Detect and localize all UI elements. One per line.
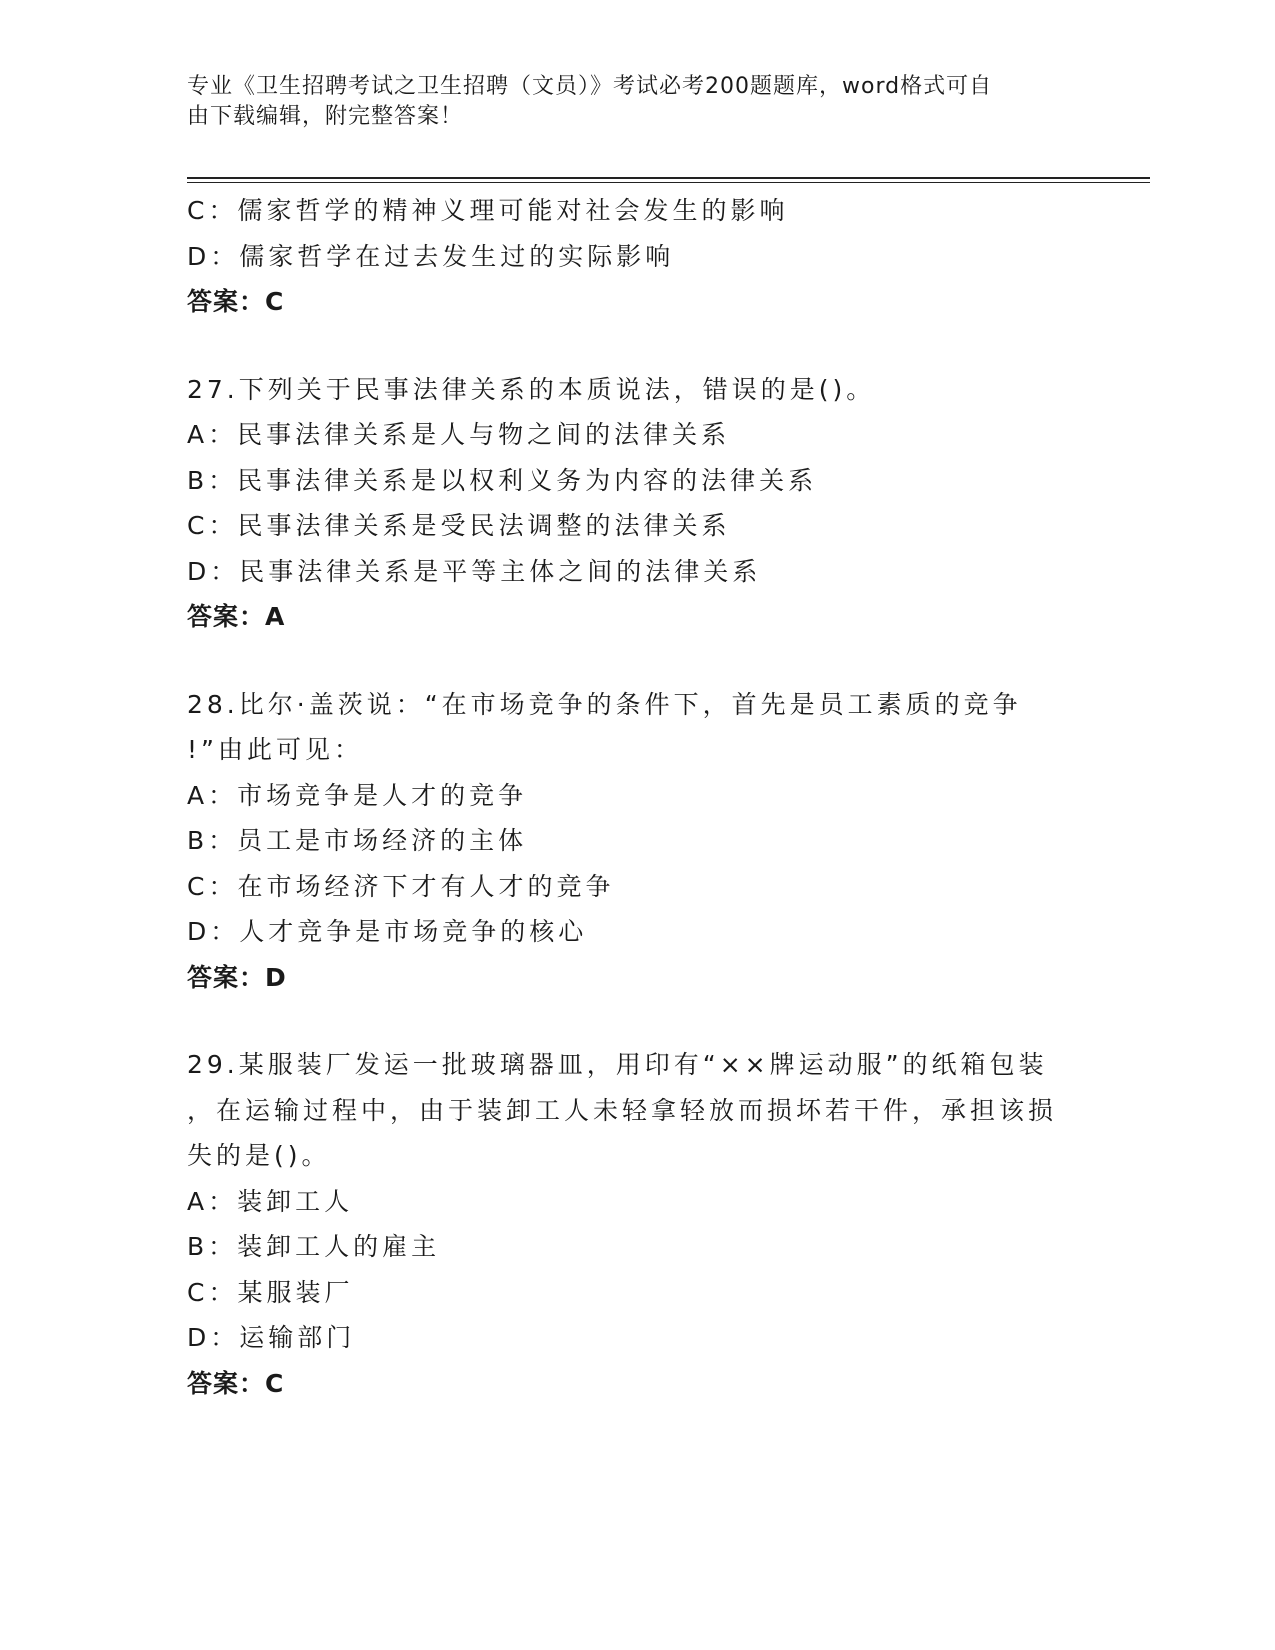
option-d: D：儒家哲学在过去发生过的实际影响 <box>187 241 675 271</box>
question-stem: 失的是()。 <box>187 1141 331 1170</box>
question-29 <box>187 1042 1087 1406</box>
option-d: D：人才竞争是市场竞争的核心 <box>187 917 588 946</box>
option-d: D：民事法律关系是平等主体之间的法律关系 <box>187 556 762 586</box>
header-line-2: 由下载编辑，附完整答案！ <box>187 104 464 129</box>
option-c: C：某服装厂 <box>187 1277 354 1307</box>
option-b: B：员工是市场经济的主体 <box>187 826 528 855</box>
question-stem: 27.下列关于民事法律关系的本质说法，错误的是()。 <box>187 374 876 404</box>
option-a: A：市场竞争是人才的竞争 <box>187 780 528 810</box>
question-stem: ，在运输过程中，由于装卸工人未轻拿轻放而损坏若干件，承担该损 <box>187 1095 1058 1125</box>
question-stem: 29.某服装厂发运一批玻璃器皿，用印有“××牌运动服”的纸箱包装 <box>187 1050 1048 1079</box>
question-28 <box>187 682 1087 1001</box>
option-c: C：在市场经济下才有人才的竞争 <box>187 871 615 901</box>
document-header <box>187 72 1067 132</box>
spacer <box>187 640 1087 682</box>
option-c: C：民事法律关系是受民法调整的法律关系 <box>187 511 731 540</box>
header-divider-thick <box>187 177 1150 179</box>
question-26-continued <box>187 188 1087 325</box>
answer-line: 答案：C <box>187 287 285 316</box>
answer-line: 答案：A <box>187 602 286 631</box>
question-stem: 28.比尔·盖茨说：“在市场竞争的条件下，首先是员工素质的竞争 <box>187 689 1022 719</box>
option-a: A：装卸工人 <box>187 1186 354 1216</box>
answer-line: 答案：D <box>187 962 287 992</box>
question-list <box>187 188 1087 1406</box>
answer-line: 答案：C <box>187 1368 285 1398</box>
option-b: B：装卸工人的雇主 <box>187 1232 441 1261</box>
spacer <box>187 1000 1087 1042</box>
option-c: C：儒家哲学的精神义理可能对社会发生的影响 <box>187 196 789 225</box>
question-stem: !”由此可见： <box>187 735 363 764</box>
option-a: A：民事法律关系是人与物之间的法律关系 <box>187 420 731 449</box>
header-divider-thin <box>187 182 1150 183</box>
option-b: B：民事法律关系是以权利义务为内容的法律关系 <box>187 465 818 495</box>
question-27 <box>187 367 1087 640</box>
header-line-1: 专业《卫生招聘考试之卫生招聘（文员）》考试必考200题题库，word格式可自 <box>187 74 993 99</box>
option-d: D：运输部门 <box>187 1323 356 1352</box>
spacer <box>187 325 1087 367</box>
